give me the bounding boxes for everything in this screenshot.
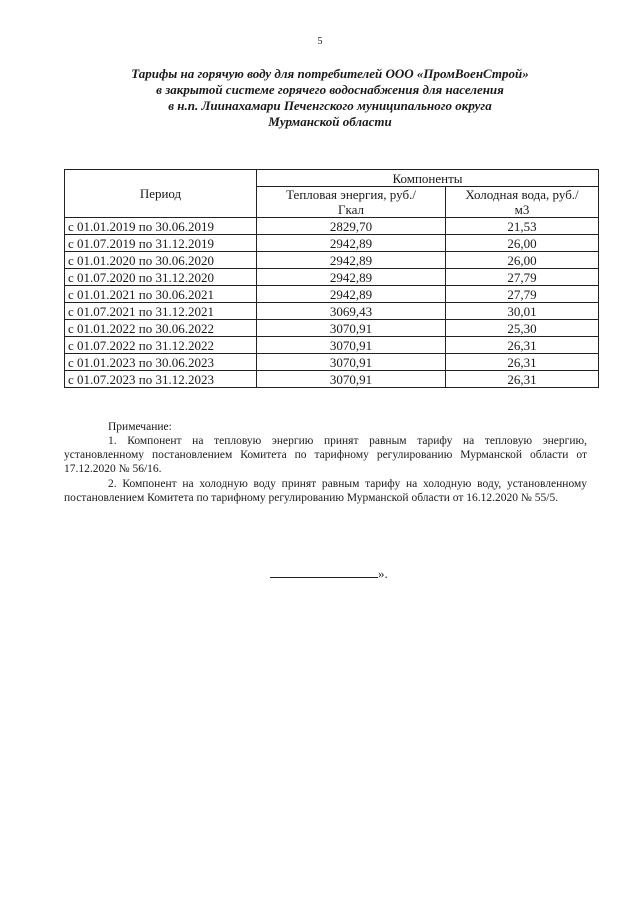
period-cell: с 01.07.2019 по 31.12.2019 [65, 235, 257, 252]
title-line: Тарифы на горячую воду для потребителей ООО «ПромВоенСтрой» [131, 66, 529, 81]
water-value-cell: 21,53 [446, 218, 599, 235]
period-cell: с 01.07.2020 по 31.12.2020 [65, 269, 257, 286]
table-row [65, 286, 599, 303]
table-row [65, 320, 599, 337]
note-item: 2. Компонент на холодную воду принят равным тарифу на холодную воду, установленному постановлением Комитета по тарифному регулированию Мурманской области от 16.12.2020 № 55/5. [64, 478, 587, 504]
heat-value-cell: 2942,89 [257, 269, 446, 286]
water-value-cell: 26,00 [446, 252, 599, 269]
heat-energy-header: Тепловая энергия, руб./Гкал [257, 187, 446, 218]
heat-value-cell: 3070,91 [257, 337, 446, 354]
notes-label: Примечание: [108, 421, 172, 433]
components-header: Компоненты [257, 170, 599, 187]
water-value-cell: 30,01 [446, 303, 599, 320]
water-value-cell: 26,31 [446, 354, 599, 371]
table-row [65, 235, 599, 252]
period-header: Период [65, 170, 257, 218]
tariff-table-body [65, 218, 599, 388]
title-line: в н.п. Лиинахамари Печенгского муниципального округа [168, 98, 492, 113]
period-cell: с 01.07.2021 по 31.12.2021 [65, 303, 257, 320]
water-value-cell: 26,31 [446, 337, 599, 354]
note-item: 1. Компонент на тепловую энергию принят равным тарифу на тепловую энергию, установленному постановлением Комитета по тарифному регулированию Мурманской области от 17.12.2020 № 56/16. [64, 435, 587, 475]
period-cell: с 01.01.2021 по 30.06.2021 [65, 286, 257, 303]
heat-value-cell: 2942,89 [257, 252, 446, 269]
closing-quote-mark: ». [378, 566, 388, 581]
page-number: 5 [317, 36, 323, 47]
water-value-cell: 26,00 [446, 235, 599, 252]
heat-value-cell: 3069,43 [257, 303, 446, 320]
heat-value-cell: 3070,91 [257, 371, 446, 388]
table-row [65, 337, 599, 354]
tariff-table [64, 169, 599, 388]
period-cell: с 01.01.2019 по 30.06.2019 [65, 218, 257, 235]
table-row [65, 303, 599, 320]
heat-value-cell: 2942,89 [257, 235, 446, 252]
table-row [65, 269, 599, 286]
title-line: в закрытой системе горячего водоснабжения для населения [156, 82, 504, 97]
heat-value-cell: 3070,91 [257, 354, 446, 371]
cold-water-header: Холодная вода, руб./м3 [446, 187, 599, 218]
period-cell: с 01.01.2020 по 30.06.2020 [65, 252, 257, 269]
water-value-cell: 27,79 [446, 286, 599, 303]
period-cell: с 01.07.2022 по 31.12.2022 [65, 337, 257, 354]
water-value-cell: 25,30 [446, 320, 599, 337]
water-value-cell: 27,79 [446, 269, 599, 286]
heat-value-cell: 2829,70 [257, 218, 446, 235]
table-row [65, 252, 599, 269]
notes-section [64, 420, 587, 506]
title-line: Мурманской области [268, 114, 392, 129]
water-value-cell: 26,31 [446, 371, 599, 388]
closing-line [270, 566, 388, 582]
period-cell: с 01.01.2023 по 30.06.2023 [65, 354, 257, 371]
signature-underline [270, 567, 378, 578]
heat-value-cell: 2942,89 [257, 286, 446, 303]
heat-value-cell: 3070,91 [257, 320, 446, 337]
period-cell: с 01.01.2022 по 30.06.2022 [65, 320, 257, 337]
period-cell: с 01.07.2023 по 31.12.2023 [65, 371, 257, 388]
table-row [65, 371, 599, 388]
document-title [60, 66, 600, 130]
table-row [65, 218, 599, 235]
table-row [65, 354, 599, 371]
